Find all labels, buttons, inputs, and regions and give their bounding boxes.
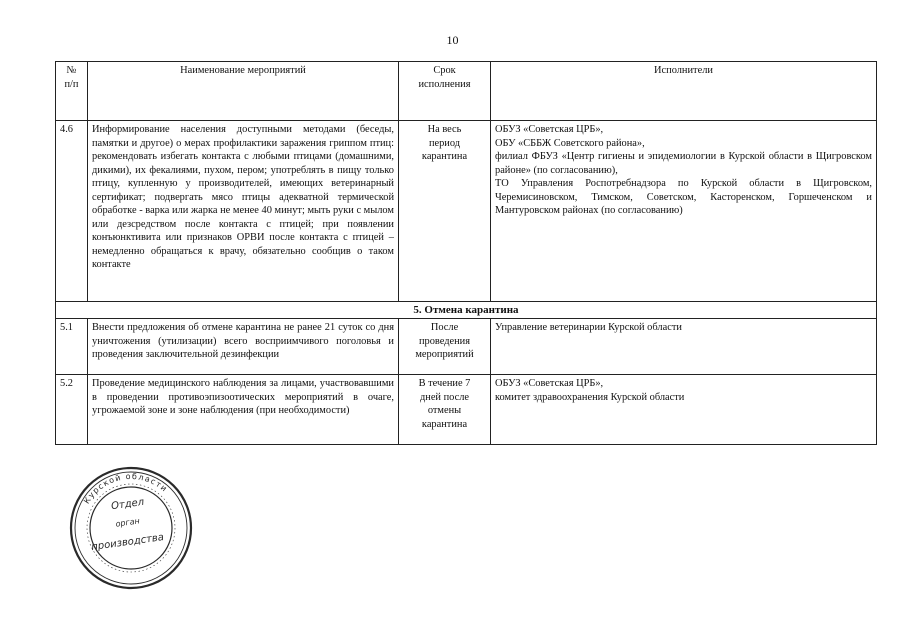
row-term: После проведения мероприятий — [399, 319, 491, 375]
row-num: 5.2 — [56, 375, 88, 445]
executor-line: Управление ветеринарии Курской области — [495, 322, 682, 333]
official-stamp — [66, 463, 196, 593]
stamp-seal-icon — [66, 463, 196, 593]
page-number: 10 — [446, 33, 459, 47]
row-description: Проведение медицинского наблюдения за лицами, участвовавшими в проведении противоэпизоотических мероприятий в очаге, угрожаемой зоне и зоне наблюдения (при необходимости) — [88, 375, 399, 445]
section-row — [56, 302, 877, 319]
header-num: № п/п — [56, 62, 88, 121]
executor-line: ТО Управления Роспотребнадзора по Курской области в Щигровском, Черемисиновском, Тимском, Советском, Касторенском, Горшеченском и Мантуровском районах (по согласованию) — [495, 178, 872, 217]
table-header-row — [56, 62, 877, 121]
row-description: Информирование населения доступными методами (беседы, памятки и другое) о мерах профилактики заражения гриппом птиц: рекомендовать избегать контакта с любыми птицами (домашними, дикими), их фекалиями, пухом, пером; употреблять в пищу только птицу, купленную у производителей, имеющих ветеринарный сертификат; подвергать мясо птицы адекватной термической обработке - варка или жарка не менее 40 минут; мыть руки с мылом или дезсредством после контакта с птицей; при появлении конъюнктивита или признаков ОРВИ после контакта с птицей – немедленно обращаться к врачу, обязательно сообщив о таком контакте — [88, 121, 399, 302]
stamp-ring-text: Курской области — [82, 471, 170, 506]
measures-table — [55, 61, 877, 445]
row-term: На весь период карантина — [399, 121, 491, 302]
table-row — [56, 375, 877, 445]
table-row — [56, 319, 877, 375]
row-num: 5.1 — [56, 319, 88, 375]
row-executors — [491, 375, 877, 445]
table-row — [56, 121, 877, 302]
stamp-line-3: производства — [90, 531, 165, 554]
row-executors — [491, 319, 877, 375]
executor-line: комитет здравоохранения Курской области — [495, 391, 685, 403]
stamp-line-2: орган — [114, 516, 141, 529]
section-title: 5. Отмена карантина — [56, 302, 877, 319]
header-term: Срок исполнения — [399, 62, 491, 121]
row-term: В течение 7 дней после отмены карантина — [399, 375, 491, 445]
executor-line: ОБУ «СББЖ Советского района», — [495, 137, 645, 149]
row-executors — [491, 121, 877, 302]
row-description: Внести предложения об отмене карантина не ранее 21 суток со дня уничтожения (утилизации) всего восприимчивого поголовья и проведения заключительной дезинфекции — [88, 319, 399, 375]
executor-line: ОБУЗ «Советская ЦРБ», — [495, 378, 604, 389]
row-num: 4.6 — [56, 121, 88, 302]
stamp-line-1: Отдел — [110, 496, 145, 513]
executor-line: ОБУЗ «Советская ЦРБ», — [495, 124, 604, 135]
header-name: Наименование мероприятий — [88, 62, 399, 121]
executor-line: филиал ФБУЗ «Центр гигиены и эпидемиологии в Курской области в Щигровском районе» (по согласованию), — [495, 151, 872, 176]
header-executor: Исполнители — [491, 62, 877, 121]
